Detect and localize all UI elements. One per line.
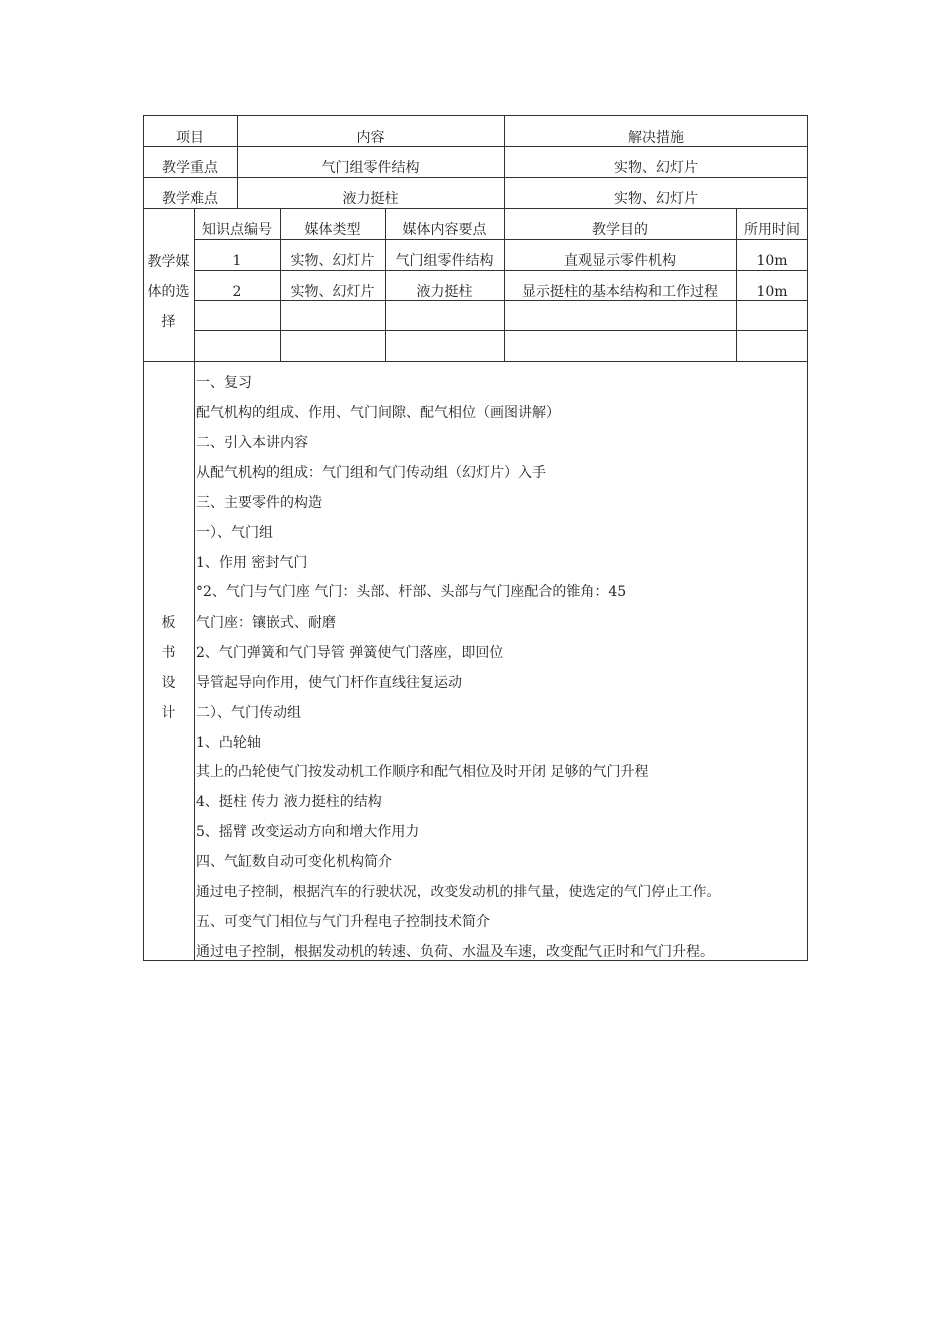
- media-cell: 2: [232, 284, 242, 300]
- board-line: °2、气门与气门座 气门：头部、杆部、头部与气门座配合的锥角：45: [196, 584, 627, 600]
- media-label-line: 体的选: [147, 284, 190, 300]
- row-divider: [194, 330, 808, 331]
- board-line: 二）、气门传动组: [196, 705, 301, 721]
- media-cell: 实物、幻灯片: [290, 284, 375, 300]
- media-header: 教学目的: [592, 222, 648, 238]
- row-divider: [194, 239, 808, 240]
- media-header: 媒体类型: [304, 222, 361, 238]
- row-solution: 实物、幻灯片: [614, 160, 698, 176]
- table-border-bottom: [143, 960, 808, 961]
- board-line: 其上的凸轮使气门按发动机工作顺序和配气相位及时开闭 足够的气门升程: [196, 764, 649, 780]
- media-label-line: 教学媒: [147, 254, 190, 270]
- media-cell: 1: [232, 253, 242, 269]
- media-header: 知识点编号: [202, 222, 272, 238]
- row-item: 教学难点: [162, 191, 218, 207]
- board-line: 三、主要零件的构造: [196, 495, 322, 511]
- board-line: 4、挺柱 传力 液力挺柱的结构: [196, 794, 382, 810]
- row-content: 液力挺柱: [342, 191, 399, 207]
- media-cell: 10m: [756, 253, 788, 269]
- board-line: 气门座：镶嵌式、耐磨: [196, 615, 336, 631]
- table-border-left: [143, 115, 144, 961]
- media-cell: 气门组零件结构: [395, 253, 494, 269]
- media-cell: 10m: [756, 284, 788, 300]
- media-cell: 实物、幻灯片: [290, 253, 375, 269]
- row-divider: [143, 208, 808, 209]
- board-line: 二、引入本讲内容: [196, 435, 308, 451]
- board-line: 通过电子控制，根据发动机的转速、负荷、水温及车速，改变配气正时和气门升程。: [196, 944, 714, 960]
- board-line: 配气机构的组成、作用、气门间隙、配气相位（画图讲解）: [196, 405, 560, 421]
- board-label-char: 设: [161, 675, 176, 691]
- row-divider: [143, 177, 808, 178]
- row-divider: [194, 300, 808, 301]
- table-border-top: [143, 115, 808, 116]
- row-divider: [143, 146, 808, 147]
- board-line: 一）、气门组: [196, 525, 273, 541]
- board-label-char: 书: [161, 645, 176, 661]
- board-label-char: 计: [161, 705, 176, 721]
- board-line: 五、可变气门相位与气门升程电子控制技术简介: [196, 914, 490, 930]
- board-line: 四、气缸数自动可变化机构简介: [196, 854, 392, 870]
- header-solution: 解决措施: [628, 130, 684, 146]
- board-line: 导管起导向作用，使气门杆作直线往复运动: [196, 675, 462, 691]
- row-solution: 实物、幻灯片: [614, 191, 698, 207]
- media-header: 媒体内容要点: [402, 222, 487, 238]
- board-line: 通过电子控制，根据汽车的行驶状况，改变发动机的排气量，使选定的气门停止工作。: [196, 884, 721, 900]
- header-content: 内容: [356, 130, 385, 146]
- row-divider: [194, 270, 808, 271]
- board-line: 从配气机构的组成：气门组和气门传动组（幻灯片）入手: [196, 465, 546, 481]
- media-label-line: 择: [161, 314, 176, 330]
- table-border-right: [807, 115, 808, 961]
- media-cell: 液力挺柱: [416, 284, 473, 300]
- row-item: 教学重点: [162, 160, 218, 176]
- board-line: 1、作用 密封气门: [196, 555, 308, 571]
- media-cell: 显示挺柱的基本结构和工作过程: [522, 284, 718, 300]
- row-divider: [143, 361, 808, 362]
- media-header: 所用时间: [744, 222, 800, 238]
- board-line: 5、摇臂 改变运动方向和增大作用力: [196, 824, 420, 840]
- row-content: 气门组零件结构: [321, 160, 420, 176]
- board-label-char: 板: [161, 615, 176, 631]
- col-divider: [194, 208, 195, 961]
- board-line: 1、凸轮轴: [196, 735, 261, 751]
- header-item: 项目: [176, 130, 204, 146]
- board-line: 2、气门弹簧和气门导管 弹簧使气门落座，即回位: [196, 645, 504, 661]
- media-cell: 直观显示零件机构: [564, 253, 676, 269]
- board-line: 一、复习: [196, 375, 252, 391]
